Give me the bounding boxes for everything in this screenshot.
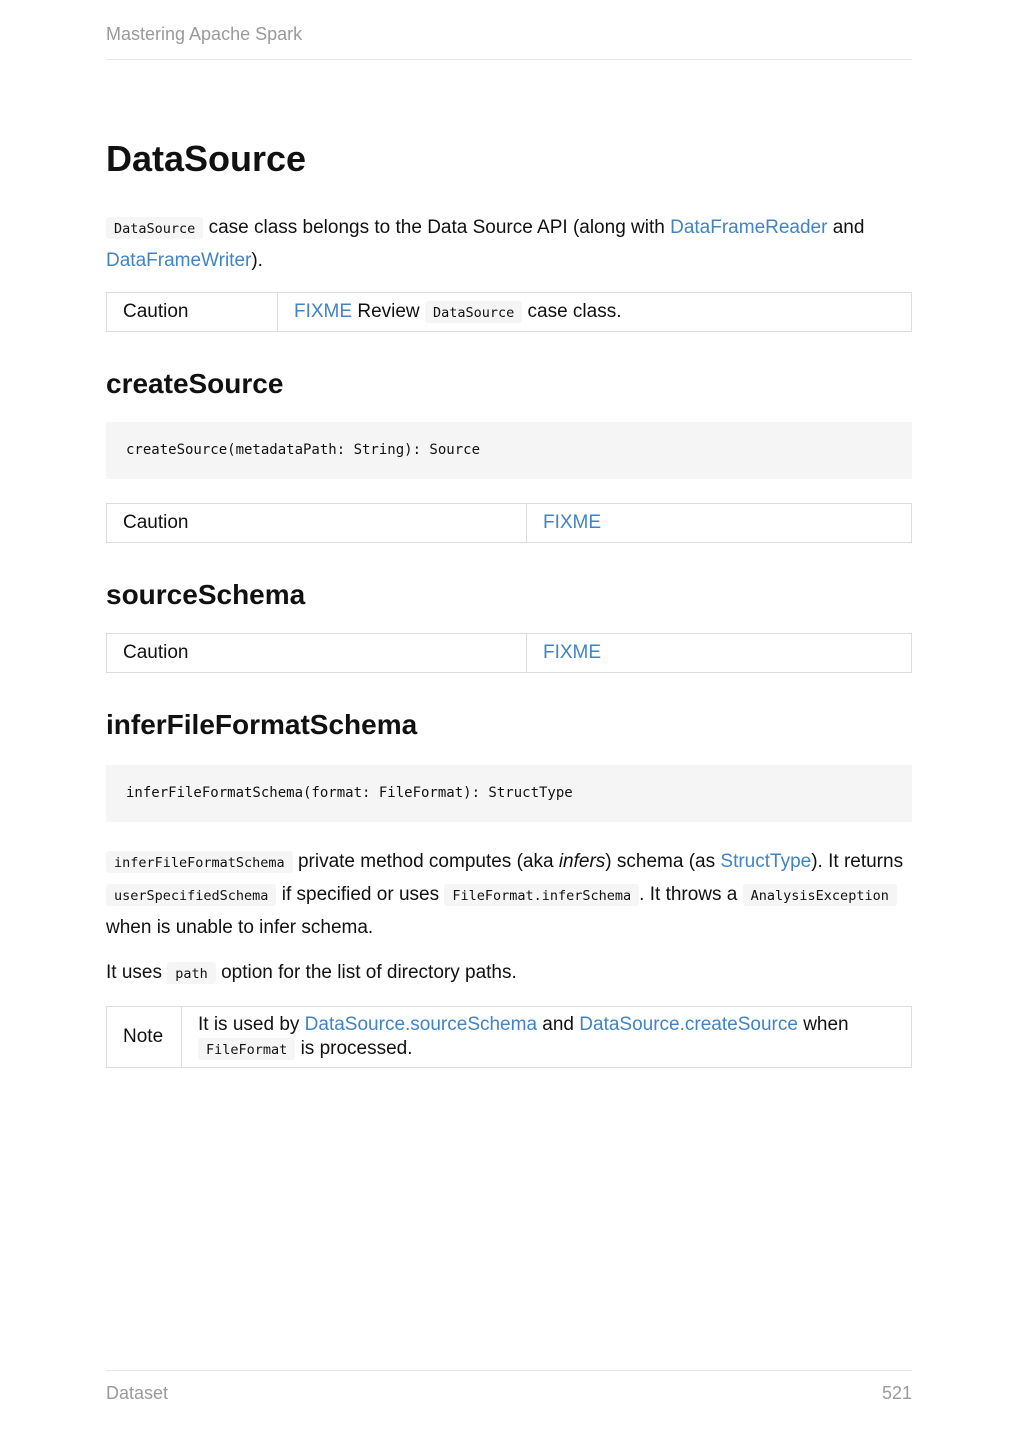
paragraph-text: option for the list of directory paths. (221, 962, 517, 983)
inline-code: FileFormat (198, 1038, 295, 1060)
link-fixme[interactable]: FIXME (543, 512, 602, 533)
section-heading-inferfileformatschema: inferFileFormatSchema (106, 709, 418, 740)
paragraph-inferfileformatschema (106, 846, 912, 943)
caution-box (106, 503, 912, 543)
note-text: when (803, 1013, 849, 1035)
book-title: Mastering Apache Spark (106, 24, 303, 44)
link-fixme[interactable]: FIXME (543, 642, 602, 663)
admonition-label: Caution (107, 293, 278, 332)
paragraph-text: if specified or uses (281, 884, 440, 905)
code-block: createSource(metadataPath: String): Source (106, 422, 912, 479)
running-footer (106, 1370, 912, 1404)
intro-text: case class belongs to the Data Source API (along with (208, 217, 665, 238)
paragraph-text: It uses (106, 962, 162, 983)
intro-paragraph (106, 212, 912, 276)
intro-text-end: ). (251, 250, 263, 271)
admonition-content (278, 293, 912, 332)
inline-code: DataSource (106, 217, 203, 239)
admonition-content (182, 1007, 912, 1068)
inline-code: inferFileFormatSchema (106, 851, 293, 873)
section-heading-sourceschema: sourceSchema (106, 579, 306, 610)
note-text: is processed. (300, 1037, 413, 1059)
paragraph-text: . It throws a (639, 884, 738, 905)
link-datasource-createsource[interactable]: DataSource.createSource (579, 1013, 798, 1035)
caution-box (106, 292, 912, 332)
inline-code: DataSource (425, 301, 522, 323)
inline-code: AnalysisException (743, 884, 897, 906)
note-text: It is used by (198, 1013, 300, 1035)
admonition-label: Caution (107, 634, 527, 673)
section-heading-createsource: createSource (106, 368, 284, 399)
running-header (106, 24, 912, 60)
page-number: 521 (881, 1383, 912, 1403)
admonition-label: Caution (107, 504, 527, 543)
paragraph-text: private method computes (aka (297, 851, 554, 872)
link-dataframewriter[interactable]: DataFrameWriter (106, 250, 252, 271)
link-structtype[interactable]: StructType (720, 851, 812, 872)
footer-section: Dataset (106, 1383, 169, 1403)
paragraph-text: ). It returns (811, 851, 904, 872)
admonition-content (527, 634, 912, 673)
link-datasource-sourceschema[interactable]: DataSource.sourceSchema (304, 1013, 538, 1035)
paragraph-path-option (106, 957, 912, 990)
note-text: and (542, 1013, 574, 1035)
code-block: inferFileFormatSchema(format: FileFormat): StructType (106, 765, 912, 822)
admonition-content (527, 504, 912, 543)
caution-box (106, 633, 912, 673)
page-title: DataSource (106, 138, 307, 179)
caution-text: Review (357, 301, 420, 322)
inline-code: userSpecifiedSchema (106, 884, 276, 906)
intro-text-and: and (832, 217, 865, 238)
admonition-label: Note (107, 1007, 182, 1068)
inline-code: path (167, 962, 216, 984)
inline-code: FileFormat.inferSchema (444, 884, 639, 906)
note-box (106, 1006, 912, 1068)
paragraph-text: ) schema (as (605, 851, 716, 872)
paragraph-text: when is unable to infer schema. (106, 917, 374, 938)
emphasis-text: infers (558, 851, 606, 872)
link-dataframereader[interactable]: DataFrameReader (670, 217, 828, 238)
main-content (106, 136, 912, 1068)
link-fixme[interactable]: FIXME (294, 301, 353, 322)
caution-text-end: case class. (527, 301, 622, 322)
